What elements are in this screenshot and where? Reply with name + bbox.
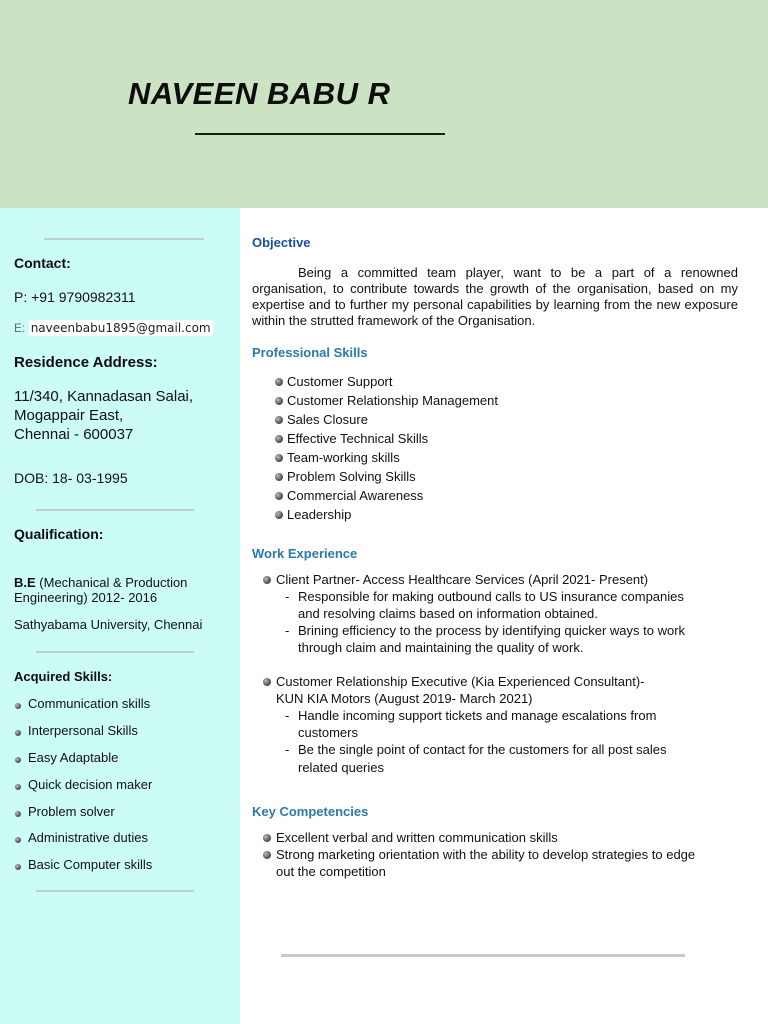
bullet-icon: [275, 378, 283, 386]
job-duty-line: customers: [298, 725, 358, 740]
degree-name: (Mechanical & Production: [35, 575, 188, 590]
job-duty-line: related queries: [298, 760, 384, 775]
work-experience-heading: Work Experience: [252, 546, 358, 561]
footer-divider: [281, 954, 685, 957]
address-line-1: 11/340, Kannadasan Salai,: [14, 388, 194, 405]
university: Sathyabama University, Chennai: [14, 617, 203, 632]
competency-item: Excellent verbal and written communication skills: [276, 830, 558, 845]
bullet-icon: [15, 730, 21, 736]
bullet-icon: [275, 511, 283, 519]
competency-item: Strong marketing orientation with the ability to develop strategies to edge: [276, 847, 696, 862]
professional-skill: Customer Support: [287, 374, 393, 389]
email-label: E:: [14, 321, 26, 335]
address-heading: Residence Address:: [14, 354, 158, 371]
bullet-icon: [263, 576, 271, 584]
bullet-icon: [275, 416, 283, 424]
email-line: [14, 321, 213, 335]
address-line-3: Chennai - 600037: [14, 426, 134, 443]
qualification-heading: Qualification:: [14, 526, 104, 542]
job-title: Customer Relationship Executive (Kia Experienced Consultant)-: [276, 674, 645, 689]
degree-line-2: Engineering) 2012- 2016: [14, 590, 158, 605]
key-competencies-heading: Key Competencies: [252, 804, 369, 819]
address-line-2: Mogappair East,: [14, 407, 124, 424]
candidate-name: NAVEEN BABU R: [128, 76, 391, 111]
bullet-icon: [15, 784, 21, 790]
job-duty-line: and resolving claims based on information obtained.: [298, 606, 598, 621]
bullet-icon: [15, 864, 21, 870]
contact-heading: Contact:: [14, 255, 71, 271]
dash-bullet: -: [285, 589, 290, 604]
bullet-icon: [15, 757, 21, 763]
professional-skill: Commercial Awareness: [287, 488, 424, 503]
professional-skill: Team-working skills: [287, 450, 400, 465]
skill-item: Administrative duties: [28, 830, 148, 845]
bullet-icon: [263, 678, 271, 686]
dash-bullet: -: [285, 742, 290, 757]
name-underline: [195, 133, 445, 135]
competency-item: out the competition: [276, 864, 386, 879]
skill-item: Easy Adaptable: [28, 750, 119, 765]
email-address[interactable]: naveenbabu1895@gmail.com: [30, 321, 211, 335]
bullet-icon: [275, 397, 283, 405]
dash-bullet: -: [285, 708, 290, 723]
bullet-icon: [275, 454, 283, 462]
skill-item: Basic Computer skills: [28, 857, 153, 872]
skill-item: Quick decision maker: [28, 777, 153, 792]
skills-heading: Acquired Skills:: [14, 669, 113, 684]
sidebar-divider: [44, 238, 204, 240]
degree-line-1: [14, 575, 187, 590]
bullet-icon: [275, 492, 283, 500]
job-duty-line: Be the single point of contact for the customers for all post sales: [298, 742, 667, 757]
objective-heading: Objective: [252, 235, 311, 250]
professional-skill: Sales Closure: [287, 412, 368, 427]
professional-skill: Problem Solving Skills: [287, 469, 416, 484]
job-duty-line: Brining efficiency to the process by identifying quicker ways to work: [298, 623, 686, 638]
sidebar-divider: [36, 651, 194, 653]
job-company: KUN KIA Motors (August 2019- March 2021): [276, 691, 533, 706]
bullet-icon: [263, 851, 271, 859]
degree-abbr: B.E: [14, 575, 36, 590]
bullet-icon: [275, 435, 283, 443]
header-banner: [0, 0, 768, 208]
job-duty-line: through claim and maintaining the quality of work.: [298, 640, 584, 655]
bullet-icon: [263, 834, 271, 842]
skill-item: Communication skills: [28, 696, 151, 711]
professional-skill: Effective Technical Skills: [287, 431, 429, 446]
dash-bullet: -: [285, 623, 290, 638]
objective-text: [252, 265, 738, 329]
job-duty-line: Handle incoming support tickets and manage escalations from: [298, 708, 657, 723]
bullet-icon: [15, 811, 21, 817]
professional-skill: Leadership: [287, 507, 352, 522]
date-of-birth: DOB: 18- 03-1995: [14, 470, 128, 486]
bullet-icon: [15, 837, 21, 843]
job-duty-line: Responsible for making outbound calls to US insurance companies: [298, 589, 684, 604]
bullet-icon: [15, 703, 21, 709]
job-title: Client Partner- Access Healthcare Services (April 2021- Present): [276, 572, 649, 587]
sidebar-divider: [36, 890, 194, 892]
professional-skill: Customer Relationship Management: [287, 393, 498, 408]
phone-number: P: +91 9790982311: [14, 289, 136, 305]
skill-item: Problem solver: [28, 804, 115, 819]
skill-item: Interpersonal Skills: [28, 723, 138, 738]
sidebar-divider: [36, 509, 194, 511]
objective-body: Being a committed team player, want to be a part of a renowned organisation, to contribute towards the growth of the organisation, based on my expertise and to further my personal capabilities by learning from the new exposure within the strutted framework of the Organisation.: [252, 265, 738, 328]
professional-skills-heading: Professional Skills: [252, 345, 368, 360]
bullet-icon: [275, 473, 283, 481]
